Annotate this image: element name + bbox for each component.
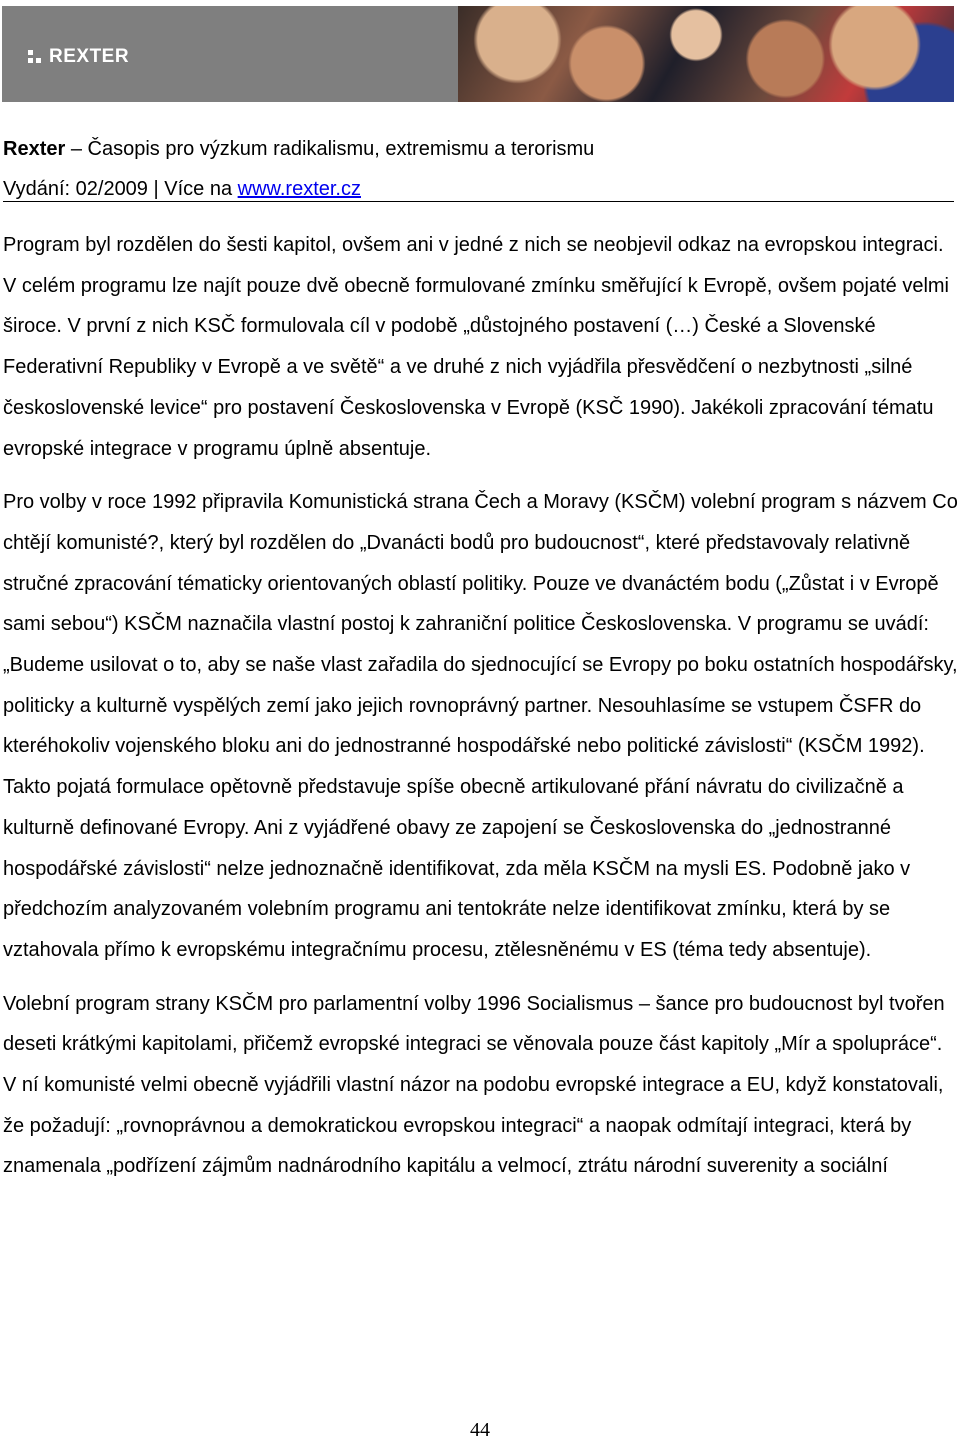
journal-name: Rexter (3, 138, 66, 160)
journal-subtitle: – Časopis pro výzkum radikalismu, extremismu a terorismu (65, 138, 595, 160)
article-body (3, 225, 958, 1200)
issue-line (3, 169, 594, 209)
header-banner (2, 6, 954, 102)
crowd-photo-image (458, 6, 954, 102)
website-link[interactable]: www.rexter.cz (237, 178, 361, 200)
masthead (3, 129, 594, 209)
header-divider (3, 201, 954, 202)
logo-mark-icon (28, 50, 42, 64)
journal-line (3, 129, 594, 169)
paragraph: Pro volby v roce 1992 připravila Komunistická strana Čech a Moravy (KSČM) volební program s názvem Co chtějí komunisté?, který byl rozdělen do „Dvanácti bodů pro budoucnost“, které představovaly relativně stručné zpracování tématicky orientovaných oblastí politiky. Pouze ve dvanáctém bodu („Zůstat i v Evropě sami sebou“) KSČM naznačila vlastní postoj k zahraniční politice Československa. V programu se uvádí: „Budeme usilovat o to, aby se naše vlast zařadila do sjednocující se Evropy po boku ostatních hospodářsky, politicky a kulturně vyspělých zemí jako jejich rovnoprávný partner. Nesouhlasíme se vstupem ČSFR do kteréhokoliv vojenského bloku ani do jednostranné hospodářské nebo politické závislosti“ (KSČM 1992). Takto pojatá formulace opětovně představuje spíše obecně artikulované přání návratu do civilizačně a kulturně definované Evropy. Ani z vyjádřené obavy ze zapojení se Československa do „jednostranné hospodářské závislosti“ nelze jednoznačně identifikovat, zda měla KSČM na mysli ES. Podobně jako v předchozím analyzovaném volebním programu ani tentokráte nelze identifikovat zmínku, která by se vztahovala přímo k evropskému integračnímu procesu, ztělesněnému v ES (téma tedy absentuje). (3, 491, 958, 961)
issue-info: Vydání: 02/2009 | Více na (3, 178, 238, 200)
paragraph: Volební program strany KSČM pro parlamentní volby 1996 Socialismus – šance pro budoucnost byl tvořen deseti krátkými kapitolami, přičemž evropské integraci se věnovala pouze část kapitoly „Mír a spolupráce“. V ní komunisté velmi obecně vyjádřili vlastní názor na podobu evropské integrace a EU, když konstatovali, že požadují: „rovnoprávnou a demokratickou evropskou integraci“ a naopak odmítají integraci, která by znamenala „podřízení zájmům nadnárodního kapitálu a velmocí, ztrátu národní suverenity a sociální (3, 992, 945, 1178)
rexter-logo[interactable] (28, 46, 129, 68)
paragraph: Program byl rozdělen do šesti kapitol, ovšem ani v jedné z nich se neobjevil odkaz na evropskou integraci. V celém programu lze najít pouze dvě obecně formulované zmínku směřující k Evropě, ovšem pojaté velmi široce. V první z nich KSČ formulovala cíl v podobě „důstojného postavení (…) České a Slovenské Federativní Republiky v Evropě a ve světě“ a ve druhé z nich vyjádřila přesvědčení o nezbytnosti „silné československé levice“ pro postavení Československa v Evropě (KSČ 1990). Jakékoli zpracování tématu evropské integrace v programu úplně absentuje. (3, 234, 949, 460)
logo-text: REXTER (49, 46, 130, 67)
page-number: 44 (470, 1419, 490, 1441)
